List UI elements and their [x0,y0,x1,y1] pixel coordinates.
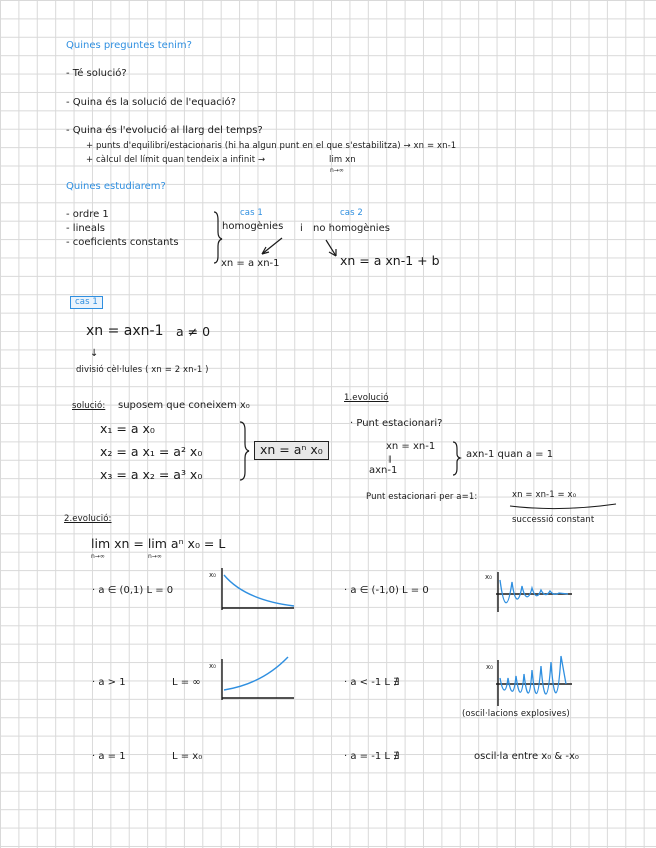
graph-explosive-oscillation [496,656,572,706]
solucio-label: solució: [72,401,106,411]
question-3b: + càlcul del límit quan tendeix a infinit → [86,155,266,165]
study-brace [214,212,222,263]
evolucio1-title: 1.evolució [344,393,389,403]
evolucio2-limit-sub-1: n→∞ [91,553,105,560]
question-1: - Té solució? [66,68,127,79]
evolucio1-eq-mid: ‖ [388,455,392,463]
question-3a: + punts d'equilibri/estacionaris (hi ha algun punt en el que s'estabilitza) → xn = xn-1 [86,141,457,151]
evolucio1-successio: successió constant [512,515,595,525]
question-3: - Quina és l'evolució al llarg del temps? [66,125,263,136]
i-connector: i [300,223,303,234]
case-a-lt-neg1-note: (oscil·lacions explosives) [462,709,570,719]
evolucio1-eq-bot: axn-1 [369,465,398,476]
homog-eq: xn = a xn-1 [221,258,280,269]
study-item-1: - ordre 1 [66,209,109,220]
cas1-example: divisió cèl·lules ( xn = 2 xn-1 ) [76,365,209,375]
case-a-eq-neg1: · a = -1 L ∄ [344,751,400,762]
evolucio1-brace [453,442,460,475]
evolucio1-question: · Punt estacionari? [350,418,443,429]
question-3b-sub: n→∞ [330,167,344,174]
cas2-label: cas 2 [340,208,363,218]
graph1-axis-label: x₀ [209,571,216,579]
solucio-boxed-formula: xn = aⁿ x₀ [254,441,329,460]
question-2: - Quina és la solució de l'equació? [66,97,236,108]
solucio-row-1: x₁ = a x₀ [100,421,155,436]
case-a-0-1: · a ∈ (0,1) L = 0 [92,585,174,596]
study-title: Quines estudiarem? [66,181,166,192]
no-homogenies: no homogènies [313,223,390,234]
cas1-equation: xn = axn-1 [86,323,164,339]
evolucio2-title: 2.evolució: [64,514,112,524]
case-a-lt-neg1: · a < -1 L ∄ [344,677,400,688]
graph4-axis-label: x₀ [486,663,493,671]
cas1-tag: cas 1 [70,296,103,309]
cas1-arrow: ↓ [90,348,99,359]
cas1-condition: a ≠ 0 [176,324,211,339]
study-item-3: - coeficients constants [66,237,179,248]
graph3-axis-label: x₀ [209,662,216,670]
arrow-homog [262,238,282,254]
evolucio1-result: axn-1 quan a = 1 [466,449,554,460]
evolucio1-line: Punt estacionari per a=1: [366,492,478,502]
evolucio1-line-eq: xn = xn-1 = x₀ [512,490,577,500]
nohomog-eq: xn = a xn-1 + b [340,253,440,268]
questions-title: Quines preguntes tenim? [66,40,192,51]
case-a-eq-1-limit: L = x₀ [172,751,203,762]
homogenies: homogènies [222,221,284,232]
solucio-brace [240,422,249,480]
case-a-neg1-0: · a ∈ (-1,0) L = 0 [344,585,429,596]
case-a-eq-neg1-note: oscil·la entre x₀ & -x₀ [474,751,579,762]
question-3b-lim: lim xn [329,155,356,165]
case-a-gt-1: · a > 1 [92,677,126,688]
evolucio2-limit: lim xn = lim aⁿ x₀ = L [91,536,226,551]
case-a-eq-1: · a = 1 [92,751,126,762]
study-item-2: - lineals [66,223,105,234]
solucio-text: suposem que coneixem x₀ [118,400,250,411]
case-a-gt-1-limit: L = ∞ [172,677,201,688]
graph-damped-oscillation [496,572,572,612]
graph-decay [222,568,294,610]
evolucio2-limit-sub-2: n→∞ [148,553,162,560]
evolucio1-eq-top: xn = xn-1 [386,441,436,452]
graph2-axis-label: x₀ [485,573,492,581]
solucio-row-3: x₃ = a x₂ = a³ x₀ [100,467,203,482]
graph-growth [222,657,294,700]
solucio-row-2: x₂ = a x₁ = a² x₀ [100,444,203,459]
successio-underline [510,504,616,509]
cas1-label: cas 1 [240,208,263,218]
